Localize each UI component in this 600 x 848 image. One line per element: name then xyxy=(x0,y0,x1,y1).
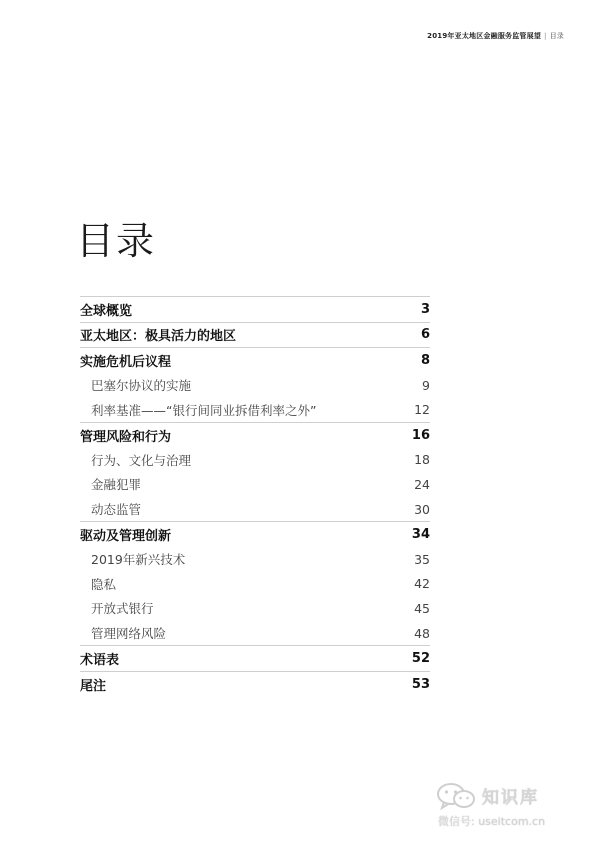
toc-subsection-entry[interactable] xyxy=(80,572,430,597)
toc-entry-label: 术语表 xyxy=(80,653,120,669)
header-section: 目录 xyxy=(549,32,564,40)
toc-entry-label: 隐私 xyxy=(91,576,117,592)
toc-entry-label: 管理网络风险 xyxy=(91,626,167,642)
toc-subsection-entry[interactable] xyxy=(80,472,430,497)
toc-section-entry[interactable] xyxy=(80,645,430,671)
table-of-contents xyxy=(80,296,430,697)
toc-entry-page-number: 8 xyxy=(420,352,430,368)
toc-section-entry[interactable] xyxy=(80,322,430,348)
toc-entry-label: 尾注 xyxy=(80,678,107,694)
toc-entry-page-number: 42 xyxy=(414,576,430,592)
toc-entry-page-number: 45 xyxy=(414,600,430,616)
toc-entry-page-number: 24 xyxy=(414,476,430,492)
toc-entry-page-number: 9 xyxy=(422,377,430,393)
toc-entry-label: 管理风险和行为 xyxy=(80,429,172,445)
toc-entry-label: 2019年新兴技术 xyxy=(91,552,186,568)
toc-subsection-entry[interactable] xyxy=(80,397,430,422)
toc-entry-label: 行为、文化与治理 xyxy=(91,452,192,468)
watermark-subtitle: 微信号: useitcom.cn xyxy=(438,815,546,828)
toc-entry-label: 利率基准——“银行间同业拆借利率之外” xyxy=(91,402,317,418)
toc-entry-page-number: 30 xyxy=(414,501,430,517)
toc-entry-page-number: 34 xyxy=(411,527,430,543)
toc-entry-label: 巴塞尔协议的实施 xyxy=(91,378,192,394)
toc-entry-page-number: 52 xyxy=(411,651,430,667)
toc-title: 目录 xyxy=(76,219,157,263)
toc-entry-page-number: 3 xyxy=(420,301,430,317)
watermark-name: 知识库 xyxy=(482,788,539,808)
toc-entry-page-number: 18 xyxy=(414,452,430,468)
toc-entry-page-number: 12 xyxy=(414,402,430,418)
toc-section-entry[interactable] xyxy=(80,671,430,697)
toc-entry-label: 驱动及管理创新 xyxy=(80,529,172,545)
report-title: 2019年亚太地区金融服务监管展望 xyxy=(427,32,542,40)
header-separator: | xyxy=(544,32,547,40)
toc-subsection-entry[interactable] xyxy=(80,497,430,522)
toc-subsection-entry[interactable] xyxy=(80,596,430,621)
toc-entry-label: 实施危机后议程 xyxy=(80,354,172,370)
toc-entry-label: 动态监管 xyxy=(91,502,142,518)
toc-entry-label: 金融犯罪 xyxy=(91,477,142,493)
toc-entry-label: 亚太地区：极具活力的地区 xyxy=(80,329,237,345)
toc-section-entry[interactable] xyxy=(80,296,430,322)
toc-section-entry[interactable] xyxy=(80,521,430,547)
page-header xyxy=(427,31,564,41)
toc-entry-page-number: 16 xyxy=(411,427,430,443)
toc-subsection-entry[interactable] xyxy=(80,373,430,398)
toc-entry-page-number: 6 xyxy=(420,327,430,343)
toc-entry-page-number: 48 xyxy=(414,625,430,641)
toc-section-entry[interactable] xyxy=(80,422,430,448)
wechat-icon xyxy=(436,781,476,811)
toc-entry-label: 开放式银行 xyxy=(91,601,154,617)
toc-subsection-entry[interactable] xyxy=(80,448,430,473)
toc-entry-label: 全球概览 xyxy=(80,303,133,319)
toc-subsection-entry[interactable] xyxy=(80,621,430,646)
toc-entry-page-number: 35 xyxy=(414,551,430,567)
watermark xyxy=(436,779,586,834)
toc-section-entry[interactable] xyxy=(80,347,430,373)
toc-subsection-entry[interactable] xyxy=(80,547,430,572)
toc-entry-page-number: 53 xyxy=(411,676,430,692)
